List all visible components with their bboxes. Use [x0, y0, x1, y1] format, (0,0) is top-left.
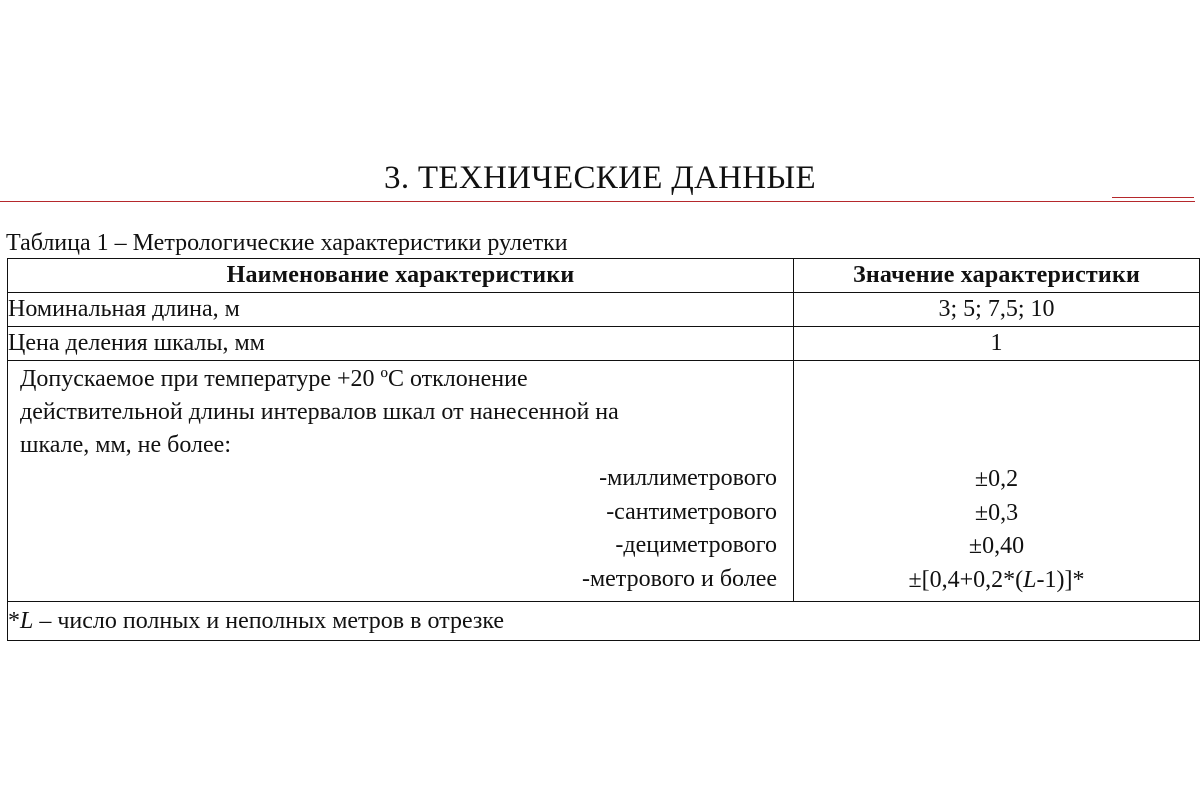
table-row [8, 293, 1200, 327]
column-header-name: Наименование характеристики [8, 259, 794, 293]
footnote-variable: L [20, 608, 34, 634]
table-footnote-row [8, 602, 1200, 641]
value-suffix: -1)]* [1036, 566, 1085, 593]
row-name-nominal-length: Номинальная длина, м [8, 293, 794, 327]
row-value-nominal-length: 3; 5; 7,5; 10 [794, 293, 1200, 327]
footnote-text: – число полных и неполных метров в отрезке [33, 608, 505, 634]
tolerance-values [794, 361, 1200, 602]
footnote-star: * [8, 608, 20, 634]
tolerance-item-name: -сантиметрового [606, 498, 777, 525]
section-title: 3. ТЕХНИЧЕСКИЕ ДАННЫЕ [384, 160, 816, 196]
metrological-table [7, 258, 1200, 641]
value-variable: L [1023, 566, 1037, 593]
tolerance-item-value: ±0,2 [974, 466, 1019, 492]
table-footnote [8, 602, 1200, 641]
tolerance-description [8, 361, 794, 602]
value-prefix: ±[0,4+0,2*( [908, 566, 1024, 593]
table-header-row [8, 259, 1200, 293]
tolerance-item-name: -миллиметрового [599, 465, 777, 491]
table-caption: Таблица 1 – Метрологические характеристики рулетки [6, 230, 568, 256]
table-row-tolerance [8, 361, 1200, 602]
row-name-division: Цена деления шкалы, мм [8, 327, 794, 361]
tolerance-item-value: ±0,3 [974, 499, 1019, 526]
tolerance-item-value [794, 564, 1199, 598]
row-value-division: 1 [794, 327, 1200, 361]
tolerance-item-name: -дециметрового [615, 532, 777, 558]
tolerance-line: шкале, мм, не более: [20, 432, 231, 458]
tolerance-line: действительной длины интервалов шкал от нанесенной на [20, 399, 619, 425]
table-row [8, 327, 1200, 361]
header-rule [0, 201, 1195, 202]
column-header-value: Значение характеристики [794, 259, 1200, 293]
header-rule-accent [1112, 197, 1194, 198]
tolerance-line: Допускаемое при температуре +20 ºС отклонение [20, 366, 528, 392]
tolerance-item-name: -метрового и более [581, 565, 777, 592]
tolerance-item-value: ±0,40 [968, 533, 1025, 559]
